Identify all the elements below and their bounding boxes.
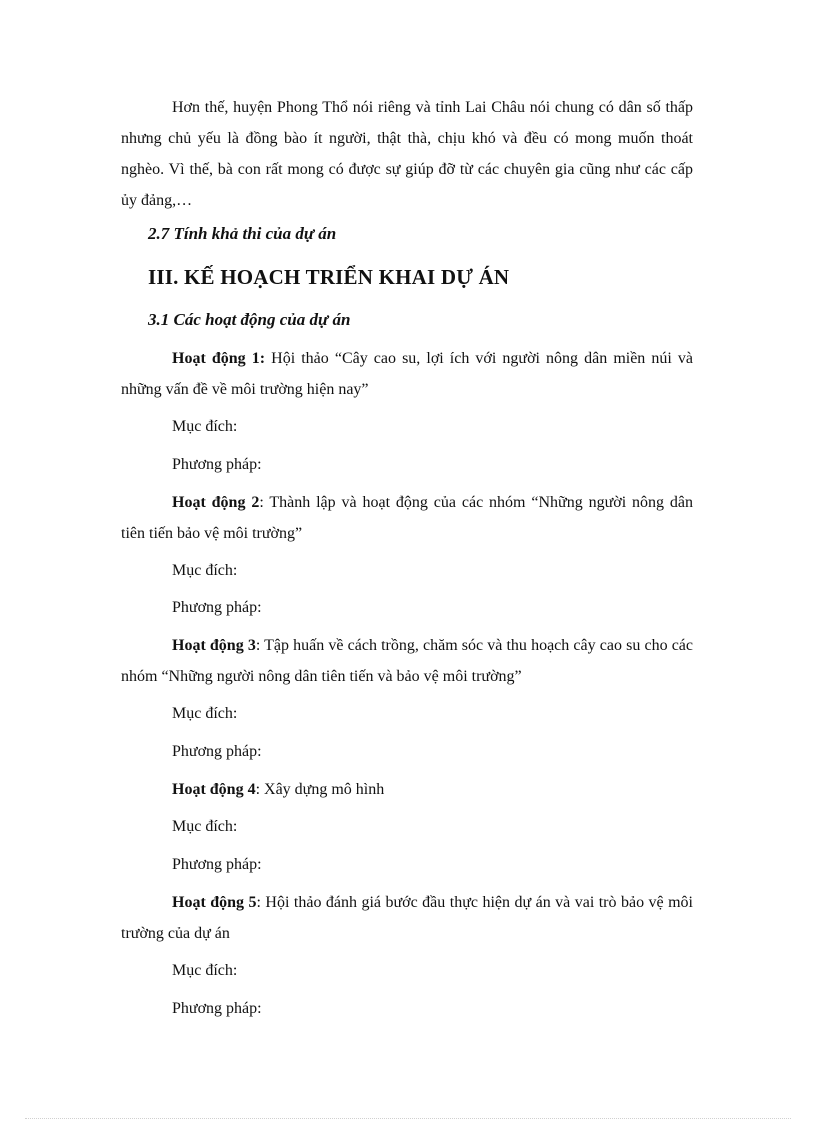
activity-3-text: : Tập huấn về cách trồng, chăm sóc và thu hoạch cây cao su cho các nhóm “Những người nông dân tiên tiến và bảo vệ môi trường” — [121, 637, 694, 685]
page-bottom-divider — [25, 1118, 791, 1119]
activity-1-method: Phương pháp: — [172, 456, 262, 473]
activity-5-label: Hoạt động 5 — [172, 894, 257, 911]
activity-2-label: Hoạt động 2 — [172, 494, 260, 511]
activity-4-method: Phương pháp: — [172, 856, 262, 873]
activity-5-method: Phương pháp: — [172, 1000, 262, 1017]
activity-4-purpose: Mục đích: — [172, 818, 238, 835]
activity-1-purpose: Mục đích: — [172, 418, 238, 435]
activity-2-purpose: Mục đích: — [172, 562, 238, 579]
activity-3-paragraph — [121, 630, 693, 692]
section-heading-2-7: 2.7 Tính khả thi của dự án — [148, 224, 337, 243]
activity-3-method: Phương pháp: — [172, 743, 262, 760]
activity-1-label: Hoạt động 1: — [172, 350, 266, 367]
section-heading-3-1: 3.1 Các hoạt động của dự án — [148, 310, 351, 329]
activity-4-label: Hoạt động 4 — [172, 781, 256, 798]
activity-3-label: Hoạt động 3 — [172, 637, 256, 654]
activity-2-paragraph — [121, 487, 693, 549]
activity-5-purpose: Mục đích: — [172, 962, 238, 979]
activity-5-paragraph — [121, 887, 693, 949]
activity-4-text: : Xây dựng mô hình — [255, 781, 385, 798]
chapter-heading-III: III. KẾ HOẠCH TRIỂN KHAI DỰ ÁN — [148, 265, 510, 289]
activity-5-text: : Hội thảo đánh giá bước đầu thực hiện dự án và vai trò bảo vệ môi trường của dự án — [121, 894, 694, 942]
activity-1-paragraph — [121, 343, 693, 405]
activity-4-paragraph — [121, 774, 693, 805]
activity-2-method: Phương pháp: — [172, 599, 262, 616]
intro-paragraph: Hơn thế, huyện Phong Thổ nói riêng và tỉnh Lai Châu nói chung có dân số thấp nhưng chủ yếu là đồng bào ít người, thật thà, chịu khó và đều có mong muốn thoát nghèo. Vì thế, bà con rất mong có được sự giúp đỡ từ các chuyên gia cũng như các cấp ủy đảng,… — [121, 99, 693, 209]
activity-1-text: Hội thảo “Cây cao su, lợi ích với người nông dân miền núi và những vấn đề về môi trường hiện nay” — [121, 350, 694, 398]
activity-3-purpose: Mục đích: — [172, 705, 238, 722]
activity-2-text: : Thành lập và hoạt động của các nhóm “Những người nông dân tiên tiến bảo vệ môi trường” — [121, 494, 694, 542]
